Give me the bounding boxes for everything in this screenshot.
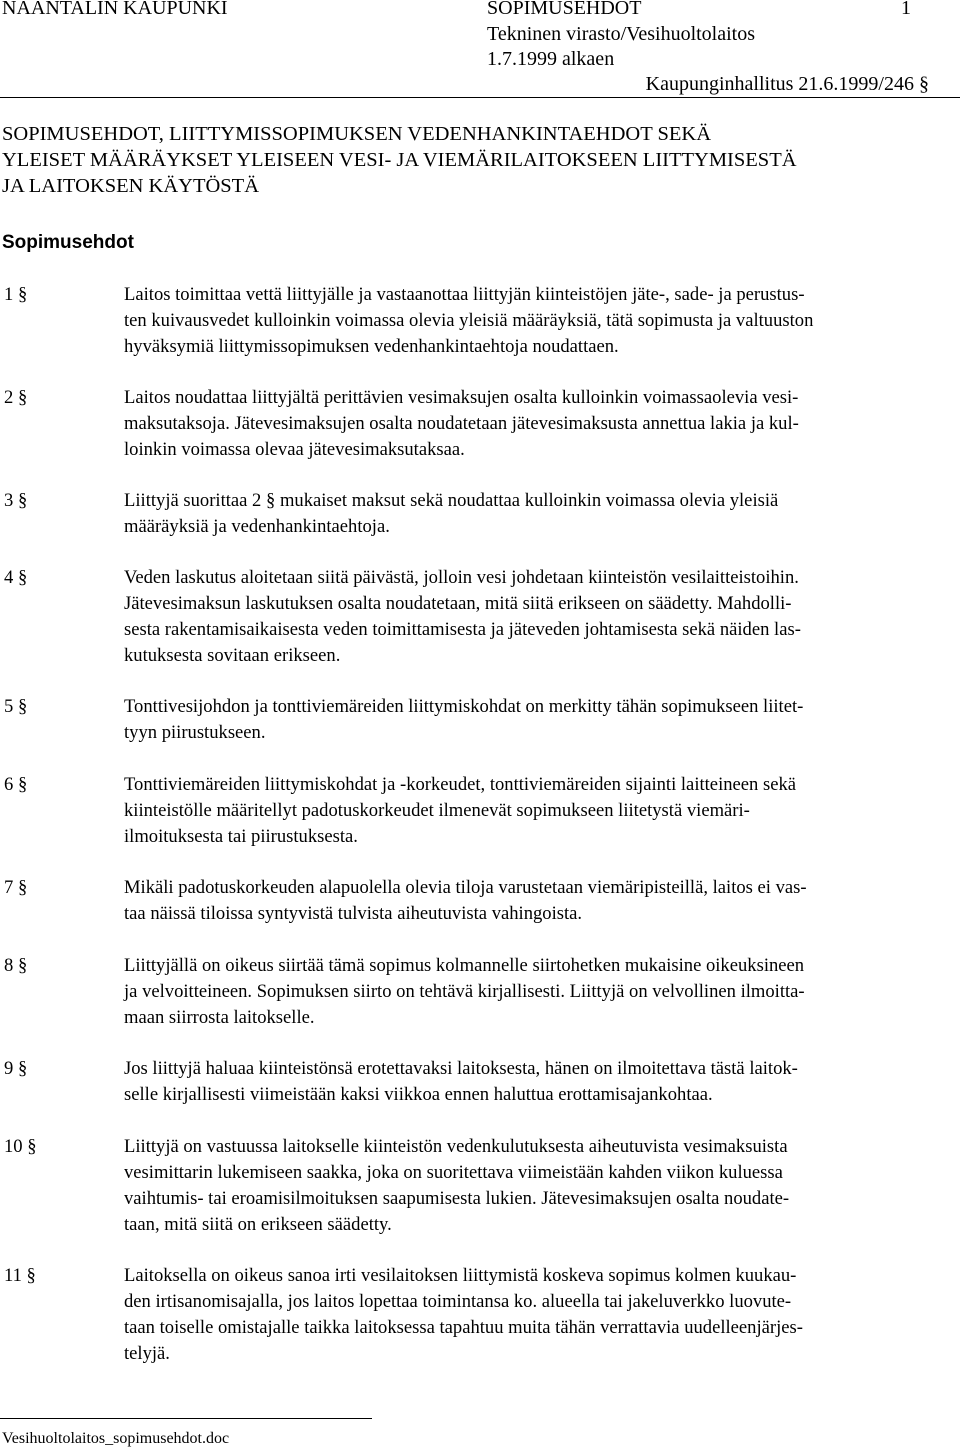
- paragraph-number: 4 §: [4, 567, 28, 588]
- paragraph-line: Veden laskutus aloitetaan siitä päivästä, jolloin vesi johdetaan kiinteistön vesilaitteistoihin.: [124, 567, 799, 588]
- paragraph-line: tyyn piirustukseen.: [124, 722, 266, 743]
- paragraph-line: selle kirjallisesti viimeistään kaksi viikkoa ennen haluttua erottamisajankohtaa.: [124, 1084, 713, 1105]
- paragraph-line: Liittyjä suorittaa 2 § mukaiset maksut sekä noudattaa kulloinkin voimassa olevia yleisiä: [124, 490, 779, 511]
- header-city: NAANTALIN KAUPUNKI: [2, 0, 228, 19]
- paragraph-line: Laitos toimittaa vettä liittyjälle ja vastaanottaa liittyjän kiinteistöjen jäte-, sade- ja perustus-: [124, 284, 805, 305]
- header-rule: [0, 97, 960, 98]
- paragraph-line: maan siirrosta laitokselle.: [124, 1007, 315, 1028]
- paragraph-line: Mikäli padotuskorkeuden alapuolella olevia tiloja varustetaan viemäripisteillä, laitos ei vas-: [124, 877, 807, 898]
- paragraph-line: den irtisanomisajalla, jos laitos lopettaa toimintansa ko. alueella tai jakeluverkko luovute-: [124, 1291, 792, 1312]
- paragraph-line: Laitos noudattaa liittyjältä perittävien vesimaksujen osalta kulloinkin voimassaolevia vesi-: [124, 387, 799, 408]
- paragraph-line: loinkin voimassa olevaa jätevesimaksutaksaa.: [124, 439, 465, 460]
- paragraph-line: vesimittarin lukemiseen saakka, joka on suoritettava viimeistään kahden viikon kuluessa: [124, 1162, 783, 1183]
- paragraph-number: 2 §: [4, 387, 28, 408]
- paragraph-line: ilmoituksesta tai piirustuksesta.: [124, 826, 358, 847]
- paragraph-number: 1 §: [4, 284, 28, 305]
- section-heading: Sopimusehdot: [2, 232, 134, 253]
- paragraph-text: [124, 694, 944, 746]
- header-decision: Kaupunginhallitus 21.6.1999/246 §: [645, 73, 929, 95]
- paragraph-text: [124, 1134, 944, 1238]
- paragraph-number: 8 §: [4, 955, 28, 976]
- paragraph-line: kutuksesta sovitaan erikseen.: [124, 645, 341, 666]
- title-line: SOPIMUSEHDOT, LIITTYMISSOPIMUKSEN VEDENHANKINTAEHDOT SEKÄ: [2, 123, 712, 145]
- paragraph-line: Liittyjällä on oikeus siirtää tämä sopimus kolmannelle siirtohetken mukaisine oikeuksineen: [124, 955, 805, 976]
- paragraph-number: 10 §: [4, 1136, 37, 1157]
- paragraph-text: [124, 488, 944, 540]
- paragraph-line: telyjä.: [124, 1343, 170, 1364]
- paragraph-text: [124, 875, 944, 927]
- document-title: [2, 121, 952, 199]
- paragraph-line: maksutaksoja. Jätevesimaksujen osalta noudatetaan jätevesimaksusta annettua lakia ja kul-: [124, 413, 799, 434]
- paragraph-line: Laitoksella on oikeus sanoa irti vesilaitoksen liittymistä koskeva sopimus kolmen kuukau-: [124, 1265, 797, 1286]
- paragraph-text: [124, 565, 944, 669]
- paragraph-number: 5 §: [4, 696, 28, 717]
- paragraph-line: ten kuivausvedet kulloinkin voimassa olevia yleisiä määräyksiä, tätä sopimusta ja valtuuston: [124, 310, 814, 331]
- paragraph-line: sesta rakentamisaikaisesta veden toimittamisesta ja jäteveden johtamisesta sekä näiden las-: [124, 619, 801, 640]
- paragraph-line: määräyksiä ja vedenhankintaehtoja.: [124, 516, 390, 537]
- title-line: YLEISET MÄÄRÄYKSET YLEISEEN VESI- JA VIEMÄRILAITOKSEEN LIITTYMISESTÄ: [2, 149, 797, 171]
- paragraph-text: [124, 953, 944, 1031]
- paragraph-line: vaihtumis- tai eroamisilmoituksen saapumisesta lukien. Jätevesimaksujen osalta noudate-: [124, 1188, 790, 1209]
- header-page-number: 1: [901, 0, 911, 19]
- paragraph-line: ja velvoitteineen. Sopimuksen siirto on tehtävä kirjallisesti. Liittyjä on velvollinen ilmoitta-: [124, 981, 805, 1002]
- header-effective-date: 1.7.1999 alkaen: [487, 48, 615, 70]
- paragraph-line: hyväksymiä liittymissopimuksen vedenhankintaehtoja noudattaen.: [124, 336, 619, 357]
- footer-rule: [0, 1418, 372, 1419]
- paragraph-line: Jätevesimaksun laskutuksen osalta noudatetaan, mitä siitä erikseen on säädetty. Mahdolli-: [124, 593, 792, 614]
- paragraph-text: [124, 385, 944, 463]
- paragraph-line: taan, mitä siitä on erikseen säädetty.: [124, 1214, 392, 1235]
- footer-filename: Vesihuoltolaitos_sopimusehdot.doc: [2, 1430, 230, 1447]
- paragraph-line: taa näissä tiloissa syntyvistä tulvista aiheutuvista vahingoista.: [124, 903, 583, 924]
- paragraph-line: Tonttivesijohdon ja tonttiviemäreiden liittymiskohdat on merkitty tähän sopimukseen liitet-: [124, 696, 804, 717]
- paragraph-text: [124, 772, 944, 850]
- paragraph-line: Tonttiviemäreiden liittymiskohdat ja -korkeudet, tonttiviemäreiden sijainti laitteineen sekä: [124, 774, 797, 795]
- paragraph-number: 6 §: [4, 774, 28, 795]
- paragraph-number: 9 §: [4, 1058, 28, 1079]
- paragraph-number: 3 §: [4, 490, 28, 511]
- paragraph-text: [124, 282, 944, 360]
- paragraph-text: [124, 1263, 944, 1367]
- paragraph-line: Liittyjä on vastuussa laitokselle kiinteistön vedenkulutuksesta aiheutuvista vesimaksuista: [124, 1136, 788, 1157]
- paragraph-text: [124, 1056, 944, 1108]
- paragraph-number: 11 §: [4, 1265, 36, 1286]
- header-doc-type: SOPIMUSEHDOT: [487, 0, 642, 19]
- header-department: Tekninen virasto/Vesihuoltolaitos: [487, 23, 756, 45]
- paragraph-line: Jos liittyjä haluaa kiinteistönsä erotettavaksi laitoksesta, hänen on ilmoitettava tästä laitok-: [124, 1058, 798, 1079]
- paragraph-number: 7 §: [4, 877, 28, 898]
- paragraph-line: taan toiselle omistajalle taikka laitoksessa tapahtuu muita tähän verrattavia uudelleenjärjes-: [124, 1317, 803, 1338]
- paragraph-line: kiinteistölle määritellyt padotuskorkeudet ilmenevät sopimukseen liitetystä viemäri-: [124, 800, 750, 821]
- title-line: JA LAITOKSEN KÄYTÖSTÄ: [2, 175, 260, 197]
